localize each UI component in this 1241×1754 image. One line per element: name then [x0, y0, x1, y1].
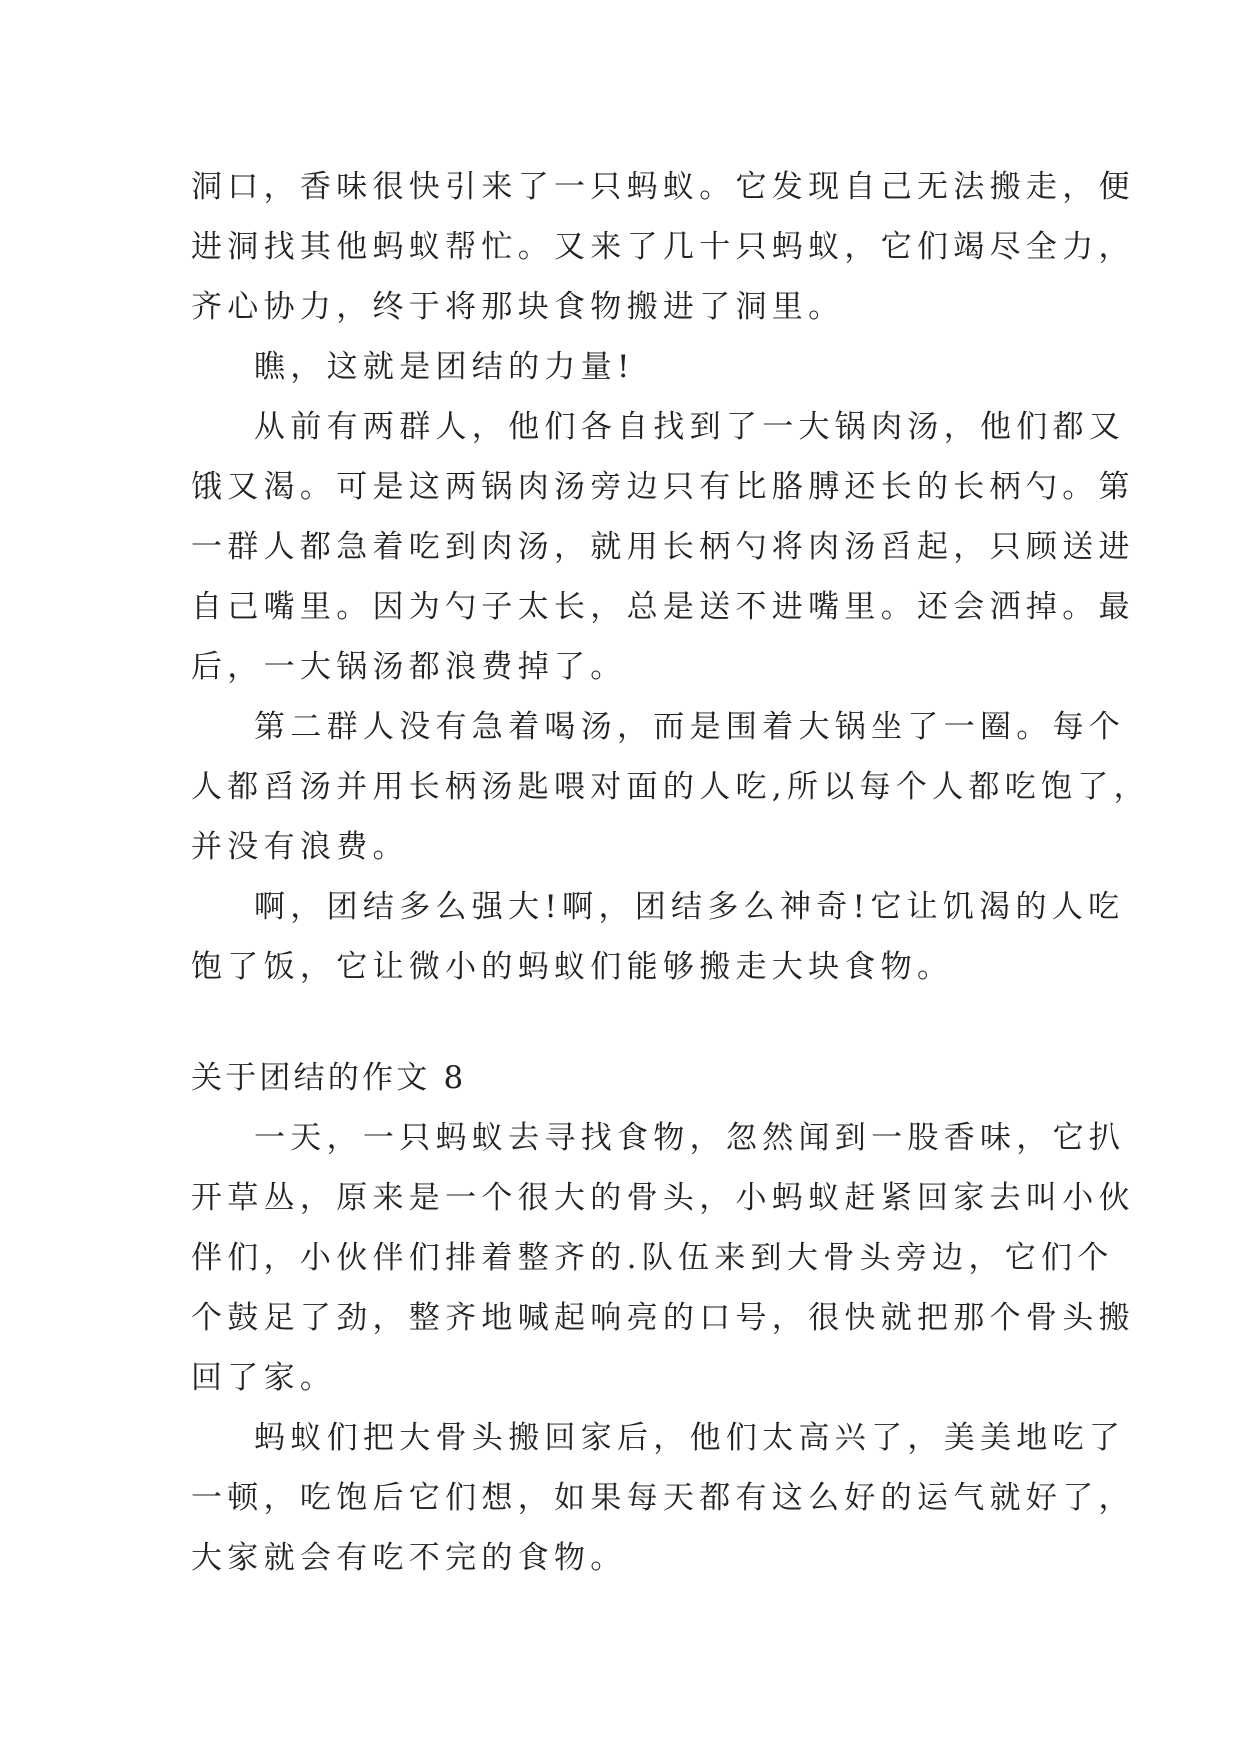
section-heading: 关于团结的作文 8	[191, 1060, 467, 1096]
paragraph-line: 开草丛，原来是一个很大的骨头，小蚂蚁赶紧回家去叫小伙	[191, 1180, 1135, 1216]
paragraph-line: 一天，一只蚂蚁去寻找食物，忽然闻到一股香味，它扒	[254, 1120, 1126, 1156]
paragraph-line: 人都舀汤并用长柄汤匙喂对面的人吃,所以每个人都吃饱了，	[191, 769, 1150, 805]
paragraph-line: 饿又渴。可是这两锅肉汤旁边只有比胳膊还长的长柄勺。第	[191, 469, 1135, 505]
paragraph-line: 洞口，香味很快引来了一只蚂蚁。它发现自己无法搬走，便	[191, 169, 1135, 205]
paragraph-line: 齐心协力，终于将那块食物搬进了洞里。	[191, 289, 845, 325]
paragraph-line: 并没有浪费。	[191, 829, 409, 865]
paragraph-line: 饱了饭，它让微小的蚂蚁们能够搬走大块食物。	[191, 949, 954, 985]
paragraph-line: 后，一大锅汤都浪费掉了。	[191, 649, 627, 685]
paragraph-line: 进洞找其他蚂蚁帮忙。又来了几十只蚂蚁，它们竭尽全力，	[191, 229, 1135, 265]
paragraph-line: 一群人都急着吃到肉汤，就用长柄勺将肉汤舀起，只顾送进	[191, 529, 1135, 565]
paragraph-line: 一顿，吃饱后它们想，如果每天都有这么好的运气就好了，	[191, 1480, 1135, 1516]
paragraph-line: 伴们，小伙伴们排着整齐的.队伍来到大骨头旁边，它们个	[191, 1240, 1114, 1276]
paragraph-line: 蚂蚁们把大骨头搬回家后，他们太高兴了，美美地吃了	[254, 1420, 1126, 1456]
paragraph-line: 啊，团结多么强大!啊，团结多么神奇!它让饥渴的人吃	[254, 889, 1125, 925]
paragraph-line: 回了家。	[191, 1360, 337, 1396]
paragraph-line: 自己嘴里。因为勺子太长，总是送不进嘴里。还会洒掉。最	[191, 589, 1135, 625]
paragraph-line: 个鼓足了劲，整齐地喊起响亮的口号，很快就把那个骨头搬	[191, 1300, 1135, 1336]
paragraph-line: 从前有两群人，他们各自找到了一大锅肉汤，他们都又	[254, 409, 1126, 445]
paragraph-line: 第二群人没有急着喝汤，而是围着大锅坐了一圈。每个	[254, 709, 1126, 745]
paragraph-line: 瞧，这就是团结的力量!	[254, 349, 635, 385]
paragraph-line: 大家就会有吃不完的食物。	[191, 1540, 627, 1576]
